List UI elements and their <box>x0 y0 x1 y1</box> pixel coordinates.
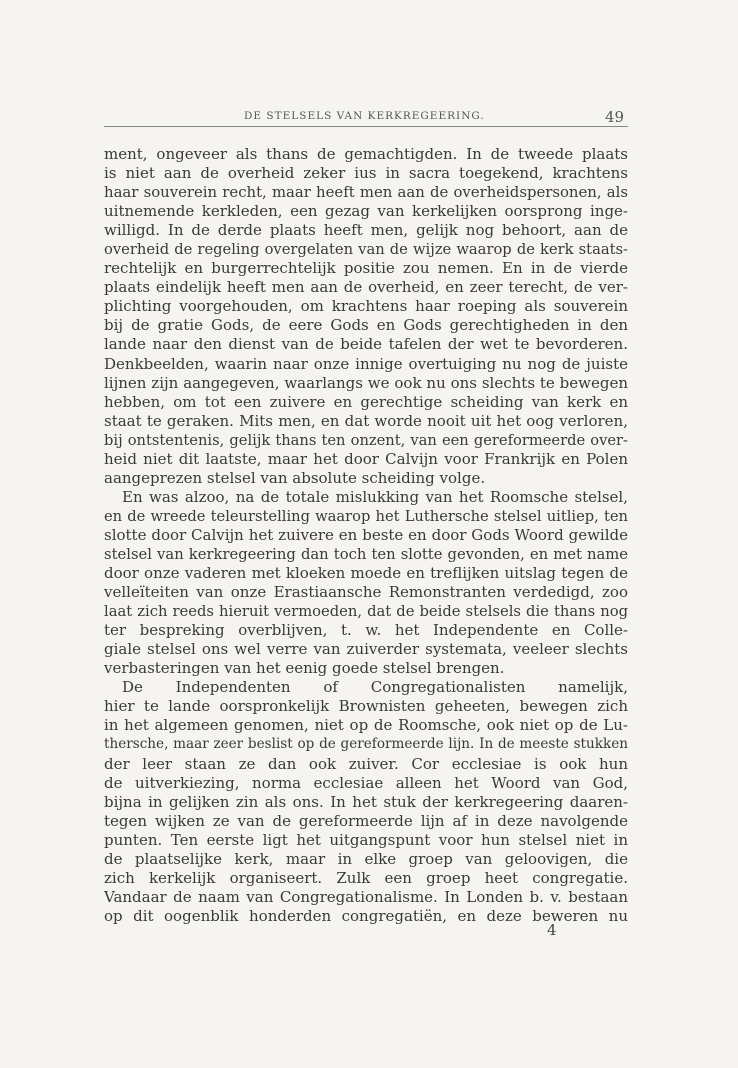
text-line: stelsel van kerkregeering dan toch ten slotte gevonden, en met name <box>104 545 628 563</box>
signature-mark: 4 <box>547 921 557 939</box>
text-line: en de wreede teleurstelling waarop het Luthersche stelsel uitliep, ten <box>104 507 628 525</box>
text-line: tegen wijken ze van de gereformeerde lijn af in deze navolgende <box>104 811 628 830</box>
text-line: ter bespreking overblijven, t. w. het Independente en Colle- <box>104 621 628 640</box>
text-line: plichting voorgehouden, om krachtens haar roeping als souverein <box>104 297 628 316</box>
text-line: plaats eindelijk heeft men aan de overheid, en zeer terecht, de ver- <box>104 278 628 297</box>
text-line: lande naar den dienst van de beide tafelen der wet te bevorderen. <box>104 335 628 354</box>
text-line: overheid de regeling overgelaten van de wijze waarop de kerk staats- <box>104 241 628 259</box>
text-line: velleïteiten van onze Erastiaansche Remonstranten verdedigd, zoo <box>104 583 628 602</box>
text-line: heid niet dit laatste, maar het door Calvijn voor Frankrijk en Polen <box>104 449 628 468</box>
text-line: Denkbeelden, waarin naar onze innige overtuiging nu nog de juiste <box>104 354 628 373</box>
text-line: uitnemende kerkleden, een gezag van kerkelijken oorsprong inge- <box>104 202 628 221</box>
text-line: rechtelijk en burgerrechtelijk positie zou nemen. En in de vierde <box>104 259 628 278</box>
text-line: laat zich reeds hieruit vermoeden, dat de beide stelsels die thans nog <box>104 603 628 621</box>
text-line: de uitverkiezing, norma ecclesiae alleen het Woord van God, <box>104 773 628 792</box>
text-line: slotte door Calvijn het zuivere en beste en door Gods Woord gewilde <box>104 525 628 544</box>
text-line: verbasteringen van het eenig goede stelsel brengen. <box>104 659 505 678</box>
text-line: is niet aan de overheid zeker ius in sacra toegekend, krachtens <box>104 164 628 183</box>
text-line: willigd. In de derde plaats heeft men, gelijk nog behoort, aan de <box>104 221 628 240</box>
header-rule <box>104 126 628 127</box>
text-line: de plaatselijke kerk, maar in elke groep van geloovigen, die <box>104 849 628 868</box>
text-line: giale stelsel ons wel verre van zuiverder systemata, veeleer slechts <box>104 640 628 659</box>
text-line: haar souverein recht, maar heeft men aan de overheidspersonen, als <box>104 183 628 202</box>
text-line: thersche, maar zeer beslist op de gereformeerde lijn. In de meeste stukken <box>104 736 628 753</box>
text-line: zich kerkelijk organiseert. Zulk een groep heet congregatie. <box>104 868 628 887</box>
text-line: ment, ongeveer als thans de gemachtigden. In de tweede plaats <box>104 145 628 163</box>
text-line: hier te lande oorspronkelijk Brownisten geheeten, bewegen zich <box>104 697 628 716</box>
text-line: bij de gratie Gods, de eere Gods en Gods gerechtigheden in den <box>104 316 628 335</box>
page-number: 49 <box>605 108 625 126</box>
text-line: bij ontstentenis, gelijk thans ten onzent, van een gereformeerde over- <box>104 431 628 449</box>
text-line: lijnen zijn aangegeven, waarlangs we ook nu ons slechts te bewegen <box>104 373 628 392</box>
text-line: der leer staan ze dan ook zuiver. Cor ecclesiae is ook hun <box>104 754 628 773</box>
text-line: De Independenten of Congregationalisten namelijk, <box>122 678 628 697</box>
body-text <box>104 145 628 926</box>
text-line: Vandaar de naam van Congregationalisme. In Londen b. v. bestaan <box>104 887 628 906</box>
text-line: bijna in gelijken zin als ons. In het stuk der kerkregeering daaren- <box>104 792 628 811</box>
text-line: aangeprezen stelsel van absolute scheiding volge. <box>104 468 486 487</box>
text-line: En was alzoo, na de totale mislukking van het Roomsche stelsel, <box>122 487 628 506</box>
text-line: in het algemeen genomen, niet op de Roomsche, ook niet op de Lu- <box>104 716 628 735</box>
text-line: punten. Ten eerste ligt het uitgangspunt voor hun stelsel niet in <box>104 830 628 849</box>
text-line: door onze vaderen met kloeken moede en treflijken uitslag tegen de <box>104 564 628 583</box>
text-line: hebben, om tot een zuivere en gerechtige scheiding van kerk en <box>104 392 628 411</box>
text-line: op dit oogenblik honderden congregatiën, en deze beweren nu <box>104 906 628 925</box>
text-line: staat te geraken. Mits men, en dat worde nooit uit het oog verloren, <box>104 411 628 430</box>
running-head: DE STELSELS VAN KERKREGEERING. <box>244 110 485 122</box>
